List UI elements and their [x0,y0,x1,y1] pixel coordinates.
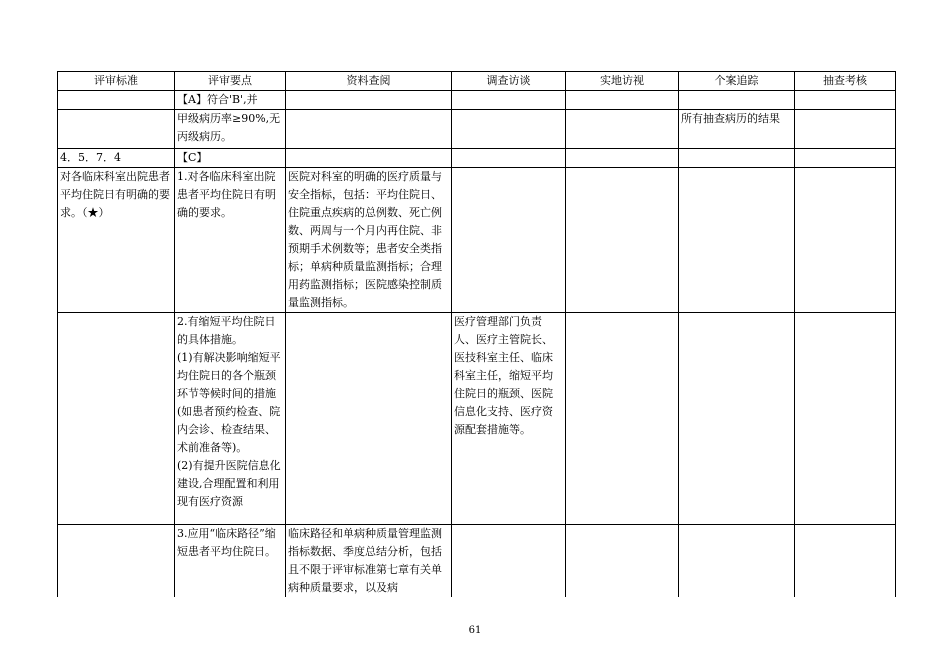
cell-site-visit [566,168,679,313]
header-row [58,72,896,91]
cell-interview [452,168,566,313]
cell-interview [452,110,566,149]
cell-spot-check [795,91,896,110]
header-interview: 调查访谈 [452,72,566,91]
header-spot-check: 抽查考核 [795,72,896,91]
review-standards-table [57,71,896,597]
cell-case-tracking [679,313,795,525]
cell-case-tracking [679,149,795,168]
table-row [58,149,896,168]
cell-document-review: 临床路径和单病种质量管理监测指标数据、季度总结分析，包括且不限于评审标准第七章有关单病种质量要求，以及病 [286,525,452,598]
header-site-visit: 实地访视 [566,72,679,91]
cell-review-points: 3.应用“临床路径”缩短患者平均住院日。 [175,525,286,598]
cell-interview [452,149,566,168]
cell-spot-check [795,525,896,598]
table-row [58,168,896,313]
cell-spot-check [795,149,896,168]
cell-site-visit [566,313,679,525]
cell-review-points: 2.有缩短平均住院日的具体措施。 (1)有解决影响缩短平均住院日的各个瓶颈环节等候时间的措施(如患者预约检查、院内会诊、检查结果、术前准备等)。 (2)有提升医院信息化建设,合理配置和利用现有医疗资源 [175,313,286,525]
cell-site-visit [566,525,679,598]
table-row [58,91,896,110]
cell-case-tracking: 所有抽查病历的结果 [679,110,795,149]
cell-document-review [286,149,452,168]
cell-document-review [286,313,452,525]
cell-spot-check [795,110,896,149]
header-review-points: 评审要点 [175,72,286,91]
cell-interview: 医疗管理部门负责人、医疗主管院长、医技科室主任、临床科室主任，缩短平均住院日的瓶颈、医院信息化支持、医疗资源配套措施等。 [452,313,566,525]
cell-review-points: 【A】符合'B',并 [175,91,286,110]
cell-interview [452,91,566,110]
table-row [58,525,896,598]
cell-review-points: 甲级病历率≥90%,无丙级病历。 [175,110,286,149]
cell-standard-number: 4．5．7．4 [58,149,175,168]
cell-spot-check [795,168,896,313]
header-standard: 评审标准 [58,72,175,91]
cell-case-tracking [679,91,795,110]
cell-site-visit [566,110,679,149]
cell-standard [58,525,175,598]
table-row [58,110,896,149]
cell-interview [452,525,566,598]
cell-site-visit [566,149,679,168]
cell-case-tracking [679,525,795,598]
cell-standard [58,313,175,525]
cell-standard [58,91,175,110]
cell-document-review [286,110,452,149]
cell-case-tracking [679,168,795,313]
cell-site-visit [566,91,679,110]
cell-spot-check [795,313,896,525]
cell-review-points: 【C】 [175,149,286,168]
cell-document-review [286,91,452,110]
table-row [58,313,896,525]
header-document-review: 资料查阅 [286,72,452,91]
cell-review-points: 1.对各临床科室出院患者平均住院日有明确的要求。 [175,168,286,313]
cell-standard [58,110,175,149]
cell-document-review: 医院对科室的明确的医疗质量与安全指标，包括：平均住院日、住院重点疾病的总例数、死亡例数、两周与一个月内再住院、非预期手术例数等；患者安全类指标；单病种质量监测指标；合理用药监测指标；医院感染控制质量监测指标。 [286,168,452,313]
cell-standard: 对各临床科室出院患者平均住院日有明确的要求。（★） [58,168,175,313]
header-case-tracking: 个案追踪 [679,72,795,91]
page-number: 61 [468,625,482,636]
